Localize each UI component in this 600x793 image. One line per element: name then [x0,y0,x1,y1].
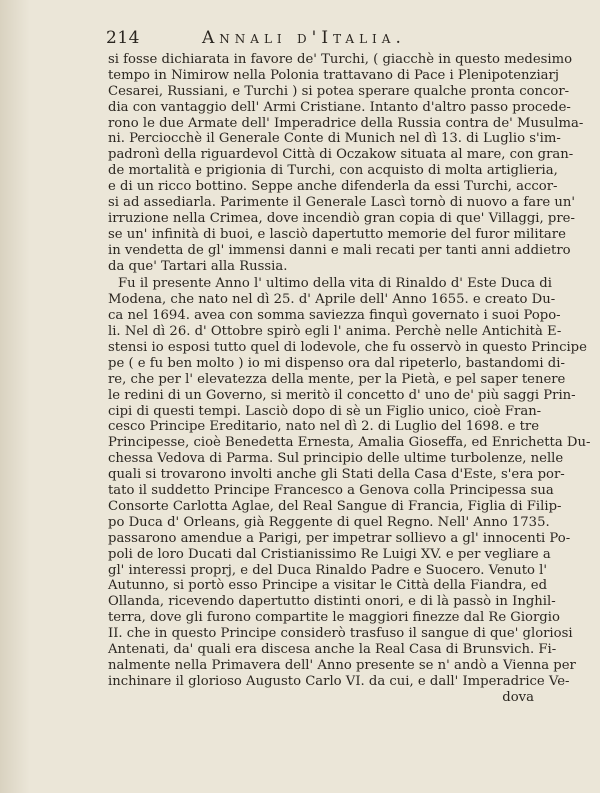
text-line: po Duca d' Orleans, già Reggente di quel Regno. Nell' Anno 1735. [108,514,550,530]
text-line: Ollanda, ricevendo dapertutto distinti onori, e di là passò in Inghil- [108,594,556,610]
text-line: Fu il presente Anno l' ultimo della vita di Rinaldo d' Este Duca di [118,276,552,292]
body-text [108,52,591,706]
text-line: dia con vantaggio dell' Armi Cristiane. Intanto d'altro passo procede- [108,99,571,115]
text-line: tempo in Nimirow nella Polonia trattavano di Pace i Plenipotenziarj [108,67,559,83]
text-line: re, che per l' elevatezza della mente, per la Pietà, e pel saper tenere [108,371,566,387]
text-line: tato il suddetto Principe Francesco a Genova colla Principessa sua [108,483,554,499]
text-line: si ad assediarla. Parimente il Generale Lascì tornò di nuovo a fare un' [108,195,575,211]
text-line: II. che in questo Principe considerò trasfuso il sangue di que' gloriosi [108,626,573,642]
text-line: Antenati, da' quali era discesa anche la Real Casa di Brunsvich. Fi- [108,641,557,657]
text-line: Cesarei, Russiani, e Turchi ) si potea sperare qualche pronta concor- [108,83,570,99]
page-gutter-shadow [0,0,30,793]
text-line: cesco Principe Ereditario, nato nel dì 2. di Luglio del 1698. e tre [108,419,540,435]
text-line: inchinare il glorioso Augusto Carlo VI. da cui, e dall' Imperadrice Ve- [108,673,570,689]
page-number: 214 [106,28,140,48]
text-line: stensi io esposi tutto quel di lodevole, che fu osservò in questo Principe [108,340,587,356]
text-line: ca nel 1694. avea con somma saviezza finquì governato i suoi Popo- [108,308,561,324]
paragraph-1 [108,52,584,274]
text-line: terra, dove gli furono compartite le maggiori finezze dal Re Giorgio [108,610,560,626]
text-line: se un' infinità di buoi, e lasciò dapertutto memorie del furor militare [108,226,566,242]
text-line: Principesse, cioè Benedetta Ernesta, Amalia Gioseffa, ed Enrichetta Du- [108,435,591,451]
text-line: de mortalità e prigionia di Turchi, con acquisto di molta artiglieria, [108,163,558,179]
text-line: poli de loro Ducati dal Cristianissimo Re Luigi XV. e per vegliare a [108,546,551,562]
text-line: si fosse dichiarata in favore de' Turchi, ( giacchè in questo medesimo [108,52,573,67]
text-line: passarono amendue a Parigi, per impetrar sollievo a gl' innocenti Po- [108,530,571,546]
text-line: e di un ricco bottino. Seppe anche difenderla da essi Turchi, accor- [108,179,558,195]
text-line: chessa Vedova di Parma. Sul principio delle ultime turbolenze, nelle [108,451,564,467]
text-line: cipi di questi tempi. Lasciò dopo di sè un Figlio unico, cioè Fran- [108,403,542,419]
text-line: quali si trovarono involti anche gli Stati della Casa d'Este, s'era por- [108,467,565,483]
text-line: Autunno, si portò esso Principe a visitar le Città della Fiandra, ed [108,578,548,594]
catchword: dova [502,689,534,705]
text-line: rono le due Armate dell' Imperadrice della Russia contra de' Musulma- [108,115,584,131]
text-line: irruzione nella Crimea, dove incendiò gran copia di que' Villaggi, pre- [108,210,575,226]
paragraph-2 [108,276,591,689]
text-line: Modena, che nato nel dì 25. d' Aprile dell' Anno 1655. e creato Du- [108,292,556,308]
text-line: padronì della riguardevol Città di Oczakow situata al mare, con gran- [108,147,574,163]
text-line: nalmente nella Primavera dell' Anno presente se n' andò a Vienna per [108,657,576,673]
text-line: le redini di un Governo, si meritò il concetto d' uno de' più saggi Prin- [108,387,576,403]
text-line: li. Nel dì 26. d' Ottobre spirò egli l' anima. Perchè nelle Antichità E- [108,324,562,340]
text-line: gl' interessi proprj, e del Duca Rinaldo Padre e Suocero. Venuto l' [108,562,548,578]
page-header [106,28,536,50]
running-title: Annali d'Italia. [202,28,406,48]
text-line: in vendetta de gl' immensi danni e mali recati per tanti anni addietro [108,242,571,258]
text-line: pe ( e fu ben molto ) io mi dispenso ora dal ripeterlo, bastandomi di- [108,355,565,371]
text-line: da que' Tartari alla Russia. [108,258,288,274]
text-line: ni. Perciocchè il Generale Conte di Munich nel dì 13. di Luglio s'im- [108,131,561,147]
text-line: Consorte Carlotta Aglae, del Real Sangue di Francia, Figlia di Filip- [108,498,562,514]
